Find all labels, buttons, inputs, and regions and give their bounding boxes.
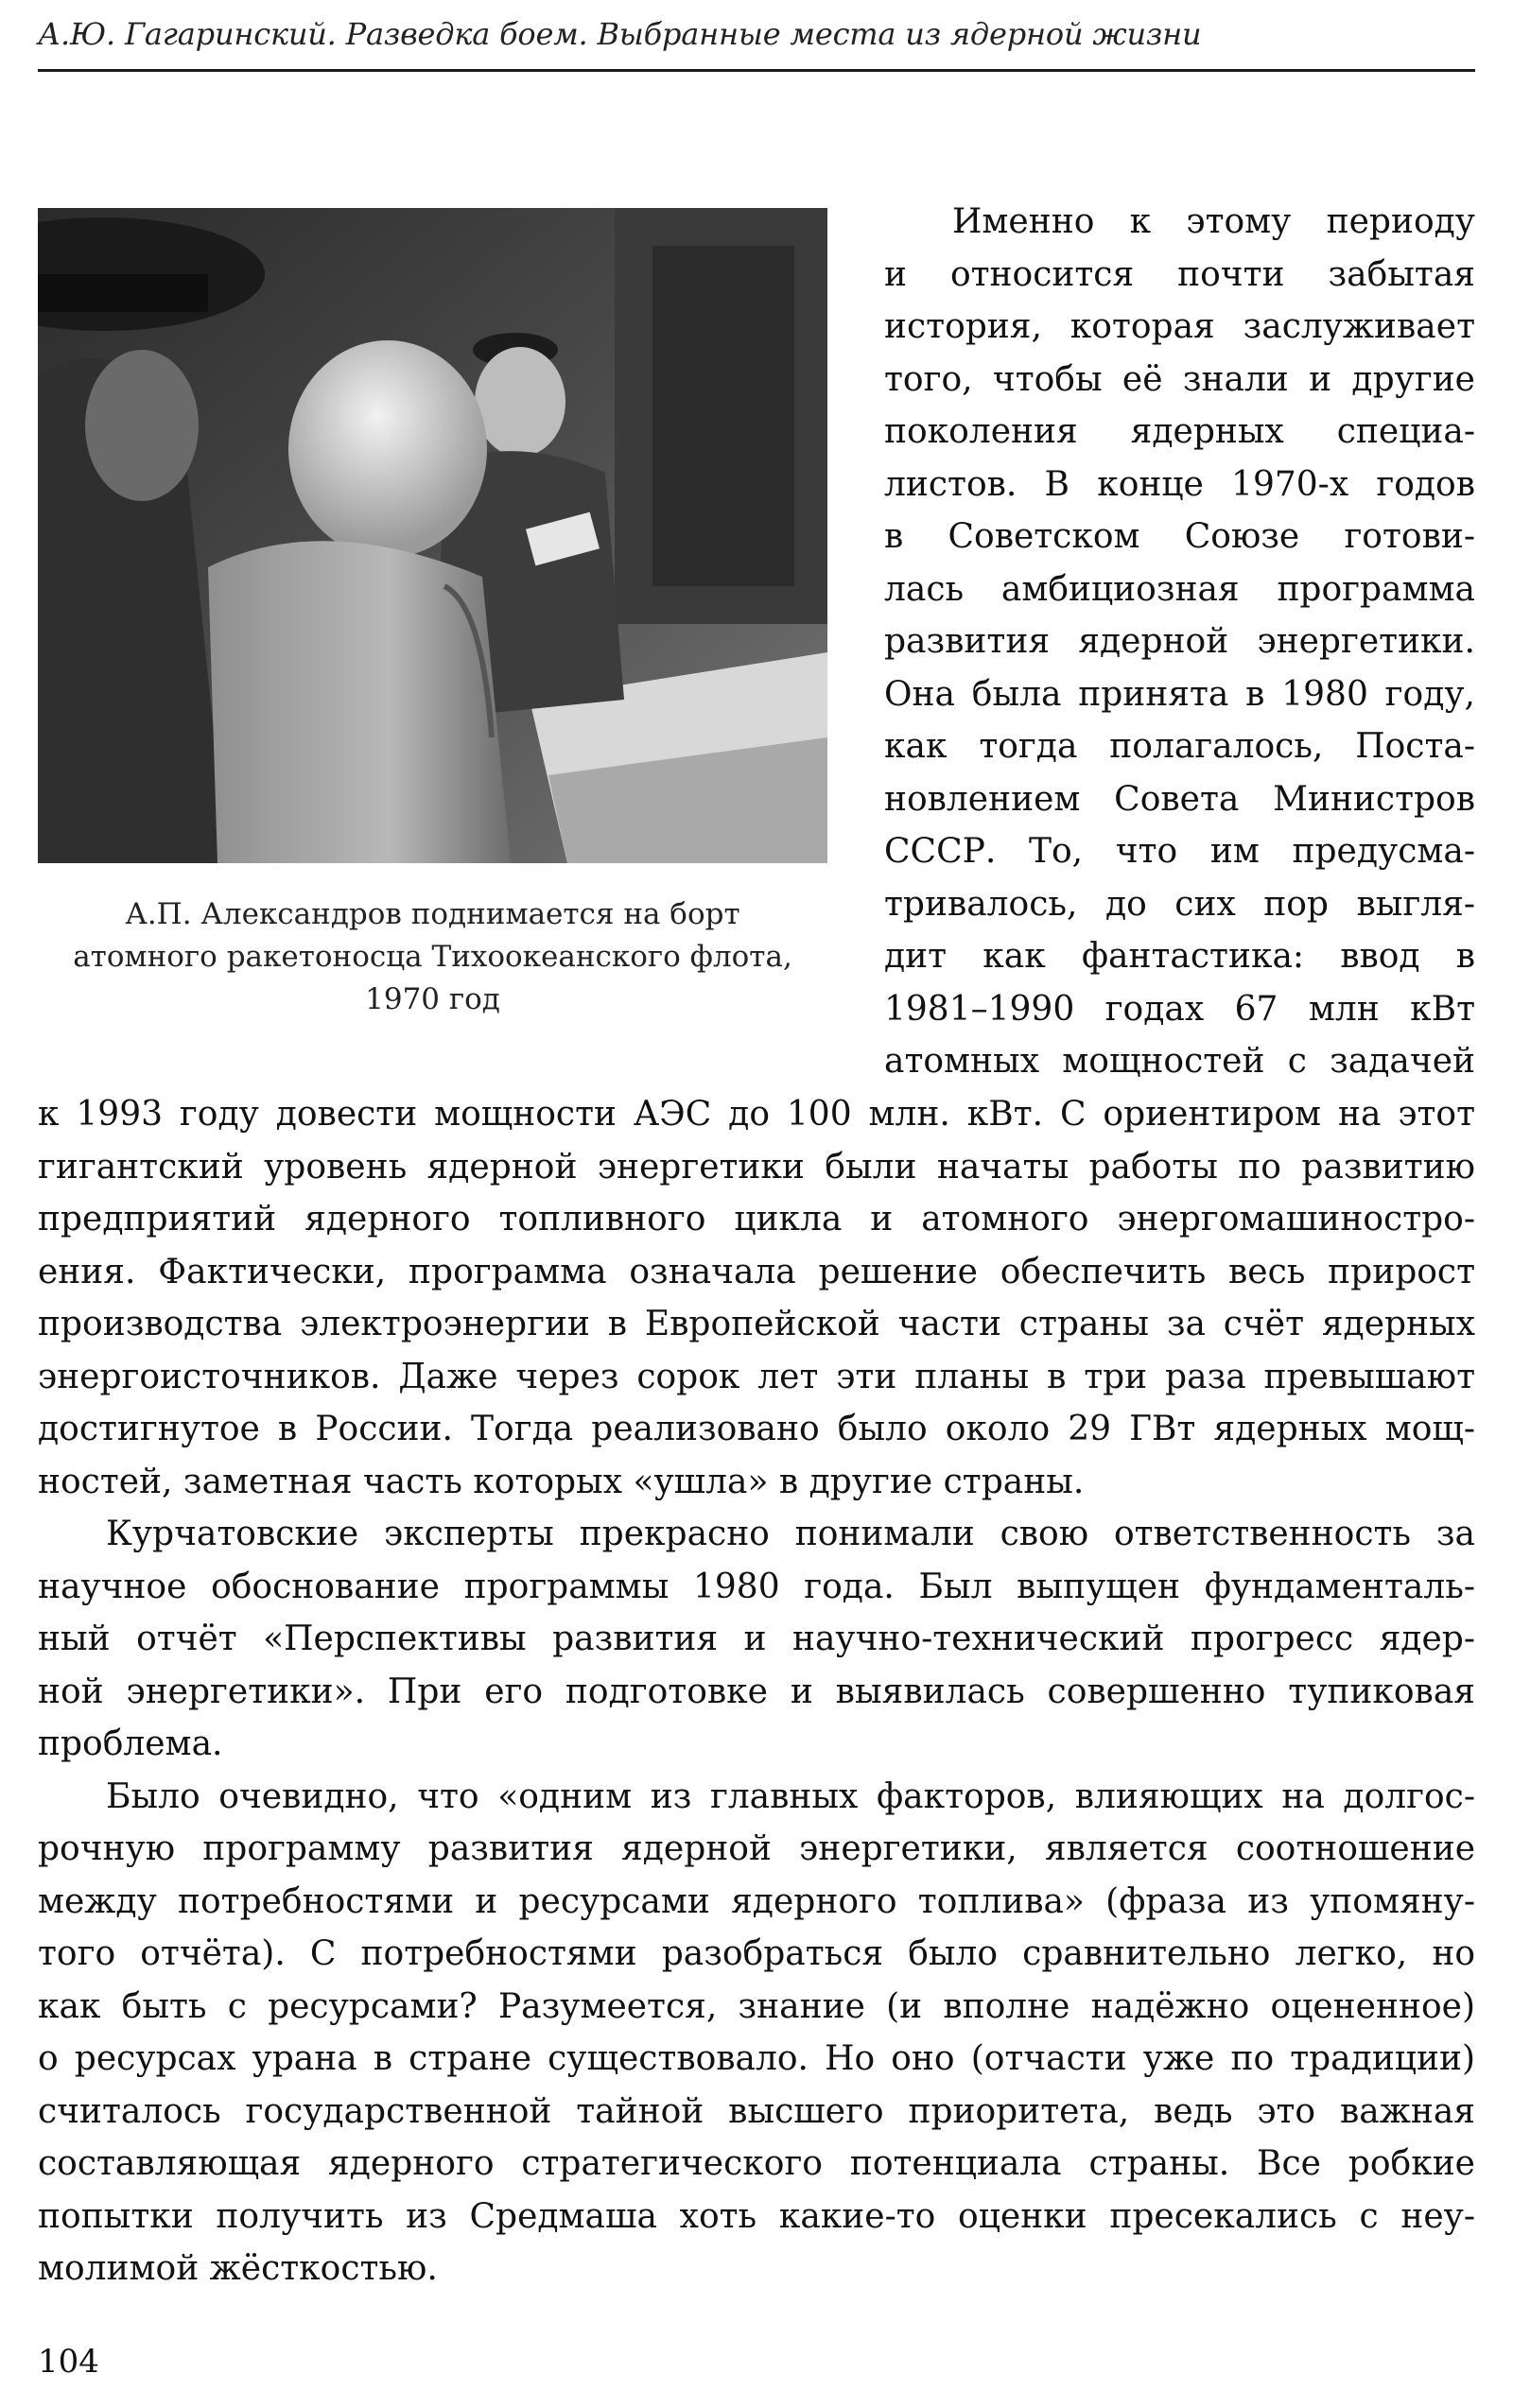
text-line: ностей, заметная часть которых «ушла» в другие страны. <box>38 1462 1085 1501</box>
photo-caption <box>38 893 827 1021</box>
text-line: Было очевидно, что «одним из главных факторов, влияющих на долгос- <box>106 1776 1475 1816</box>
text-line: гигантский уровень ядерной энергетики были начаты работы по развитию <box>38 1147 1475 1187</box>
text-line: научное обоснование программы 1980 года. Был выпущен фундаменталь- <box>38 1567 1475 1606</box>
text-line: лась амбициозная программа <box>884 569 1475 609</box>
body-text <box>38 1088 1475 2295</box>
text-line: Именно к этому периоду <box>952 202 1475 241</box>
text-line: достигнутое в России. Тогда реализовано было около 29 ГВт ядерных мощ- <box>38 1410 1475 1448</box>
text-line: ный отчёт «Перспективы развития и научно-технический прогресс ядер- <box>38 1620 1475 1658</box>
text-line: 1981–1990 годах 67 млн кВт <box>884 989 1475 1029</box>
caption-line: А.П. Александров поднимается на борт <box>125 897 740 931</box>
text-line: попытки получить из Средмаша хоть какие-то оценки пресекались с неу- <box>38 2196 1475 2236</box>
text-line: ения. Фактически, программа означала решение обеспечить весь прирост <box>38 1252 1475 1291</box>
text-line: Курчатовские эксперты прекрасно понимали свою ответственность за <box>106 1515 1475 1553</box>
text-line: дит как фантастика: ввод в <box>884 937 1475 976</box>
text-line: к 1993 году довести мощности АЭС до 100 млн. кВт. С ориентиром на этот <box>38 1095 1475 1134</box>
header-rule <box>38 69 1475 72</box>
text-line: предприятий ядерного топливного цикла и атомного энергомашиностро- <box>38 1200 1475 1239</box>
page-number: 104 <box>38 2343 99 2381</box>
text-line: поколения ядерных специа- <box>884 412 1475 451</box>
text-line: Она была принята в 1980 году, <box>884 674 1475 714</box>
text-line: новлением Совета Министров <box>884 779 1475 819</box>
text-line: рочную программу развития ядерной энергетики, является соотношение <box>38 1829 1475 1868</box>
text-line: и относится почти забытая <box>884 254 1475 294</box>
text-line: как быть с ресурсами? Разумеется, знание (и вполне надёжно оцененное) <box>38 1986 1475 2026</box>
text-line: в Советском Союзе готови- <box>884 517 1475 556</box>
text-line: СССР. То, что им предусма- <box>884 832 1475 871</box>
text-line: проблема. <box>38 1724 223 1763</box>
running-title: А.Ю. Гагаринский. Разведка боем. Выбранные места из ядерной жизни <box>38 16 1202 52</box>
text-line: атомных мощностей с задачей <box>884 1042 1475 1081</box>
text-line: энергоисточников. Даже через сорок лет эти планы в три раза превышают <box>38 1357 1475 1396</box>
text-line: о ресурсах урана в стране существовало. Но оно (отчасти уже по традиции) <box>38 2039 1475 2078</box>
text-line: того отчёта). С потребностями разобраться было сравнительно легко, но <box>38 1934 1475 1973</box>
photo-illustration <box>38 208 827 863</box>
side-text-column <box>884 196 1475 1088</box>
archival-photo <box>38 208 827 863</box>
text-line: считалось государственной тайной высшего приоритета, ведь это важная <box>38 2091 1475 2131</box>
text-line: составляющая ядерного стратегического потенциала страны. Все робкие <box>38 2144 1475 2183</box>
text-line: между потребностями и ресурсами ядерного топлива» (фраза из упомяну- <box>38 1881 1475 1921</box>
text-line: производства электроэнергии в Европейской части страны за счёт ядерных <box>38 1305 1475 1343</box>
text-line: как тогда полагалось, Поста- <box>884 727 1475 766</box>
text-line: листов. В конце 1970-х годов <box>884 464 1475 504</box>
text-line: того, чтобы её знали и другие <box>884 359 1475 399</box>
text-line: ной энергетики». При его подготовке и выявилась совершенно тупиковая <box>38 1672 1475 1711</box>
text-line: тривалось, до сих пор выгля- <box>884 884 1475 924</box>
caption-line: 1970 год <box>365 982 500 1016</box>
caption-line: атомного ракетоносца Тихоокеанского флота, <box>73 940 792 974</box>
text-line: история, которая заслуживает <box>884 307 1475 346</box>
text-line: молимой жёсткостью. <box>38 2249 438 2288</box>
text-line: развития ядерной энергетики. <box>884 622 1475 661</box>
